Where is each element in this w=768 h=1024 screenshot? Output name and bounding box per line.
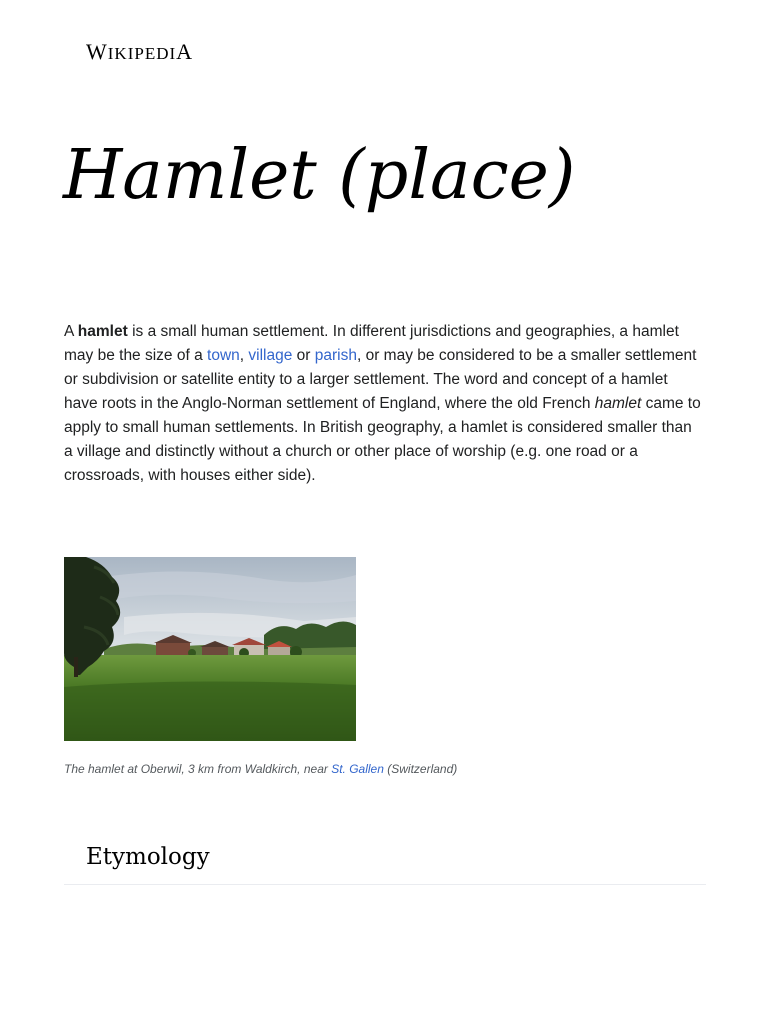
- link-st-gallen[interactable]: St. Gallen: [331, 762, 384, 776]
- site-header: [86, 38, 193, 66]
- section-divider: [64, 884, 706, 885]
- wikipedia-wordmark[interactable]: [86, 38, 193, 68]
- caption-text: The hamlet at Oberwil, 3 km from Waldkirch, near: [64, 762, 332, 776]
- wordmark-last-letter: A: [176, 39, 194, 64]
- lead-text: came to apply to small human settlements. In British geography, a hamlet is considered smaller than a village and distinctly without a church or other place of worship (e.g. one road or a crossroads, with houses either side).: [64, 395, 701, 484]
- caption-text: (Switzerland): [383, 762, 458, 776]
- lead-text: , or may be considered to be a smaller settlement or subdivision or satellite entity to a larger settlement. The word and concept of a hamlet have roots in the Anglo-Norman settlement of England, where the old French: [64, 347, 697, 412]
- page-title: Hamlet (place): [63, 136, 576, 215]
- hamlet-photo[interactable]: [64, 557, 356, 741]
- lead-paragraph: [64, 320, 704, 488]
- figure-caption: [64, 760, 704, 778]
- link-village[interactable]: village: [248, 347, 293, 364]
- lead-italic-term: hamlet: [594, 395, 642, 412]
- lead-text: A: [64, 323, 78, 340]
- lead-text: or: [292, 347, 315, 364]
- wordmark-first-letter: W: [86, 39, 108, 64]
- lead-text: is a small human settlement. In different jurisdictions and geographies, a hamlet may be the size of a: [64, 323, 679, 364]
- lead-text: ,: [239, 347, 249, 364]
- link-parish[interactable]: parish: [314, 347, 357, 364]
- hamlet-photo-image: [64, 557, 356, 741]
- link-town[interactable]: town: [207, 347, 240, 364]
- lead-bold-term: hamlet: [77, 323, 128, 340]
- section-heading-etymology[interactable]: Etymology: [86, 844, 210, 870]
- wordmark-middle: IKIPEDI: [107, 44, 177, 63]
